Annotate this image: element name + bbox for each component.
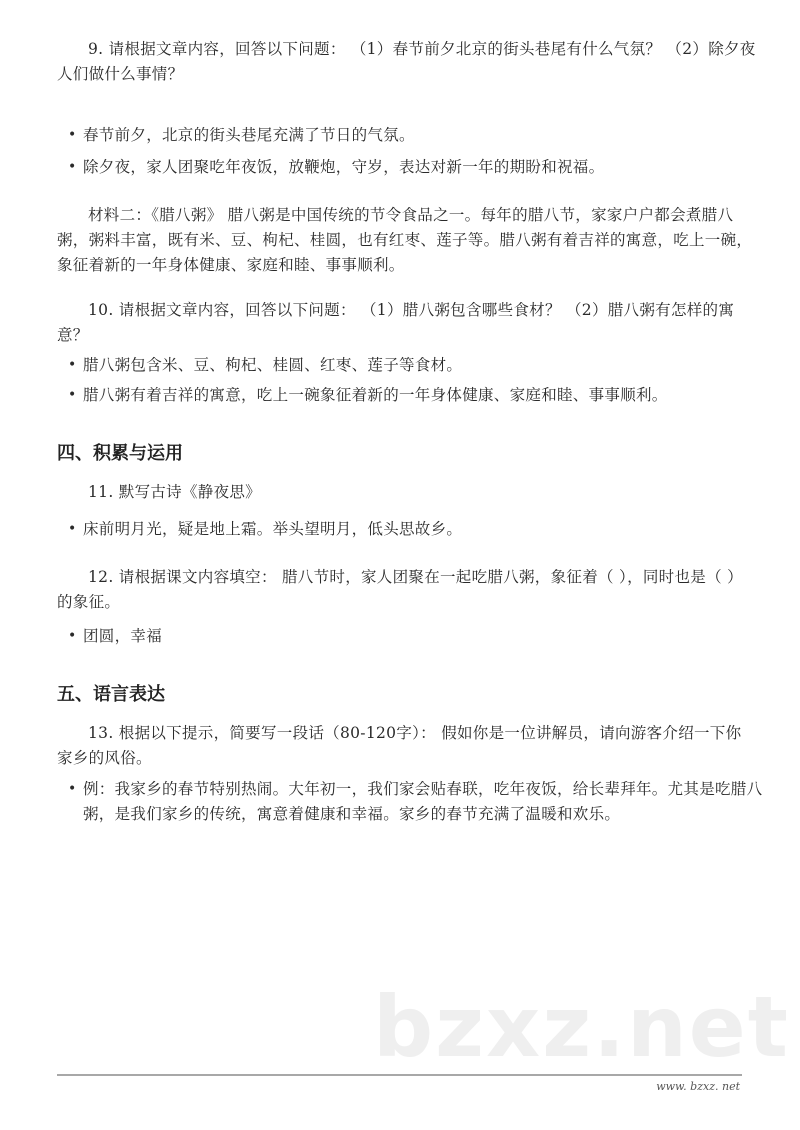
section-heading-4: 四、积累与运用	[57, 443, 183, 464]
question-11-answer: • 床前明月光，疑是地上霜。举头望明月，低头思故乡。	[68, 517, 773, 542]
question-13-answer: • 例：我家乡的春节特别热闹。大年初一，我们家会贴春联，吃年夜饭，给长辈拜年。尤其是吃腊八粥，是我们家乡的传统，寓意着健康和幸福。家乡的春节充满了温暖和欢乐。	[68, 777, 773, 827]
question-9-answer-1: • 春节前夕，北京的街头巷尾充满了节日的气氛。	[68, 123, 773, 148]
question-9-prompt: 9. 请根据文章内容，回答以下问题： （1）春节前夕北京的街头巷尾有什么气氛？ （2）除夕夜人们做什么事情？	[57, 40, 756, 83]
material-2-passage: 材料二：《腊八粥》 腊八粥是中国传统的节令食品之一。每年的腊八节，家家户户都会煮腊八粥，粥料丰富，既有米、豆、枸杞、桂圆，也有红枣、莲子等。腊八粥有着吉祥的寓意，吃上一碗，象征着新的一年身体健康、家庭和睦、事事顺利。	[57, 206, 753, 274]
question-11-prompt: 11. 默写古诗《静夜思》	[88, 483, 261, 501]
question-12-answer: • 团圆，幸福	[68, 624, 773, 649]
watermark-logo: bzxz.net	[373, 978, 790, 1076]
question-10-prompt: 10. 请根据文章内容，回答以下问题： （1）腊八粥包含哪些食材？ （2）腊八粥有怎样的寓意？	[57, 301, 735, 344]
section-heading-5: 五、语言表达	[57, 684, 165, 705]
footer-url: www. bzxz. net	[656, 1080, 740, 1093]
question-12-prompt: 12. 请根据课文内容填空： 腊八节时，家人团聚在一起吃腊八粥，象征着（ ），同时也是（ ）的象征。	[57, 568, 743, 611]
question-13-prompt: 13. 根据以下提示，简要写一段话（80-120字）： 假如你是一位讲解员，请向游客介绍一下你家乡的风俗。	[57, 724, 742, 767]
footer-divider	[57, 1074, 742, 1076]
question-10-answer-1: • 腊八粥包含米、豆、枸杞、桂圆、红枣、莲子等食材。	[68, 353, 773, 378]
question-9-answer-2: • 除夕夜，家人团聚吃年夜饭，放鞭炮，守岁，表达对新一年的期盼和祝福。	[68, 155, 773, 180]
question-10-answer-2: • 腊八粥有着吉祥的寓意，吃上一碗象征着新的一年身体健康、家庭和睦、事事顺利。	[68, 383, 773, 408]
